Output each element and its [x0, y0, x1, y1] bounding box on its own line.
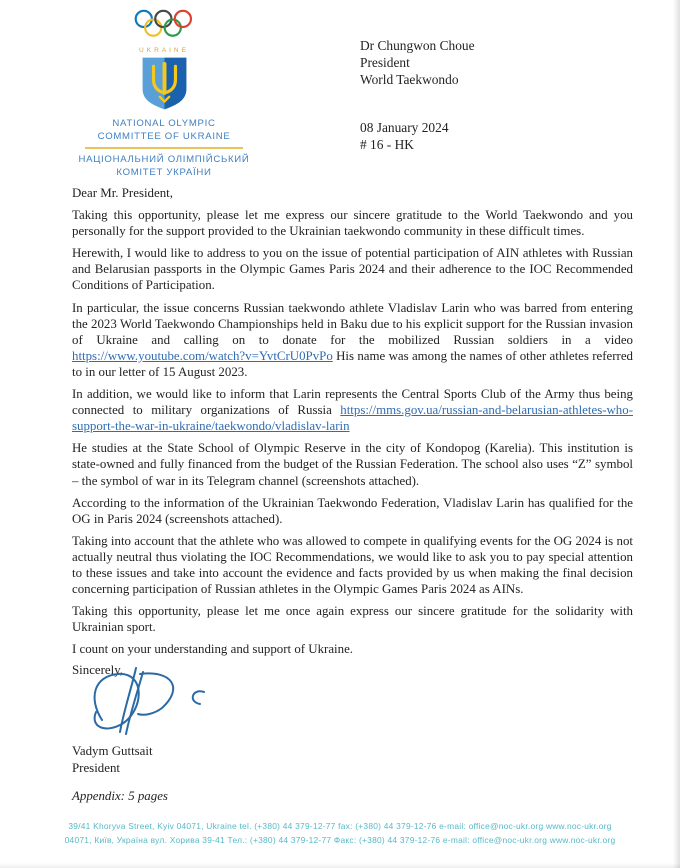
letter-body [72, 185, 633, 663]
trident-shield-icon [141, 56, 188, 111]
date-block [360, 120, 449, 154]
paragraph-issue: Herewith, I would like to address to you on the issue of potential participation of AIN athletes with Russian and Belarusian passports in the Olympic Games Paris 2024 and their adherence to the IOC Recommended Conditions of Participation. [72, 246, 633, 293]
paragraph-larin-video-tail: His name was among the names of other athletes referred to in our letter of 15 August 2023. [72, 348, 633, 379]
paragraph-support: I count on your understanding and support of Ukraine. [72, 642, 354, 657]
paragraph-larin-video [72, 300, 633, 380]
paragraph-army-club-text: In addition, we would like to inform that Larin represents the Central Sports Club of the Army thus being connected to military organizations of Russia [72, 387, 633, 418]
org-name-en-line1: NATIONAL OLYMPIC [112, 118, 216, 129]
org-name-en-line2: COMMITTEE OF UKRAINE [97, 131, 231, 142]
recipient-org: World Taekwondo [360, 71, 459, 87]
page-edge-right [673, 0, 680, 868]
org-name-ua [58, 153, 270, 179]
paragraph-army-club [72, 386, 633, 434]
noc-ukraine-logo [58, 8, 270, 111]
closing-sincerely: Sincerely, [72, 663, 124, 677]
gold-divider [85, 147, 243, 149]
recipient-name: Dr Chungwon Choue [360, 38, 475, 53]
letter-date: 08 January 2024 [360, 120, 449, 135]
paragraph-qualified: According to the information of the Ukrainian Taekwondo Federation, Vladislav Larin has qualified for the OG in Paris 2024 (screenshots attached). [72, 495, 633, 526]
org-name-ua-line1: НАЦІОНАЛЬНИЙ ОЛІМПІЙСЬКИЙ [78, 154, 250, 165]
letterhead [58, 8, 270, 179]
org-name-en [58, 117, 270, 143]
org-name-ua-line2: КОМІТЕТ УКРАЇНИ [116, 167, 212, 178]
youtube-link[interactable]: https://www.youtube.com/watch?v=YvtCrU0PvPo [72, 348, 333, 363]
logo-country-label: UKRAINE [139, 47, 189, 54]
paragraph-gratitude: Taking this opportunity, please let me express our sincere gratitude to the World Taekwondo and you personally for the support provided to the Ukrainian taekwondo community in these difficult times. [72, 208, 633, 239]
signer-block [72, 743, 153, 776]
paragraph-school: He studies at the State School of Olympic Reserve in the city of Kondopog (Karelia). This institution is state-owned and fully financed from the budget of the Russian Federation. The school also uses “Z” symbol – the symbol of war in its Telegram channel (screenshots attached). [72, 441, 633, 488]
signer-title: President [72, 760, 120, 775]
paragraph-larin-video-text: In particular, the issue concerns Russian taekwondo athlete Vladislav Larin who was barred from entering the 2023 World Taekwondo Championships held in Baku due to his explicit support for the Russian invasion of Ukraine and calling on to donate for the mobilized Russian soldiers in a video [72, 300, 633, 347]
footer [0, 820, 680, 847]
signer-name: Vadym Guttsait [72, 744, 153, 758]
recipient-title: President [360, 54, 410, 70]
olympic-rings-icon [133, 8, 195, 46]
recipient-block [360, 38, 475, 88]
footer-address-ua: 04071, Київ, Україна вул. Хорива 39-41 Тел.: (+380) 44 379-12-77 Факс: (+380) 44 379-12-76 e-mail: office@noc-ukr.org www.noc-ukr.org [64, 834, 616, 845]
letter-reference: # 16 - HK [360, 136, 414, 152]
appendix-note: Appendix: 5 pages [72, 789, 168, 803]
paragraph-gratitude-again: Taking this opportunity, please let me once again express our sincere gratitude for the solidarity with Ukrainian sport. [72, 604, 633, 635]
paragraph-request: Taking into account that the athlete who was allowed to compete in qualifying events for the OG 2024 is not actually neutral thus violating the IOC Recommendations, we would like to ask you to pay special attention to these issues and take into account the evidence and facts provided by us when making the final decision concerning participation of Russian athletes in the Olympic Games Paris 2024 as AINs. [72, 533, 633, 597]
mms-gov-link[interactable]: https://mms.gov.ua/russian-and-belarusian-athletes-who-support-the-war-in-ukraine/taekwondo/vladislav-larin [72, 403, 633, 434]
page-edge-bottom [0, 863, 680, 868]
signature [80, 662, 250, 750]
footer-address-en: 39/41 Khoryva Street, Kyiv 04071, Ukraine tel. (+380) 44 379-12-77 fax: (+380) 44 379-12-76 e-mail: office@noc-ukr.org www.noc-ukr.org [68, 821, 612, 831]
salutation: Dear Mr. President, [72, 186, 173, 200]
